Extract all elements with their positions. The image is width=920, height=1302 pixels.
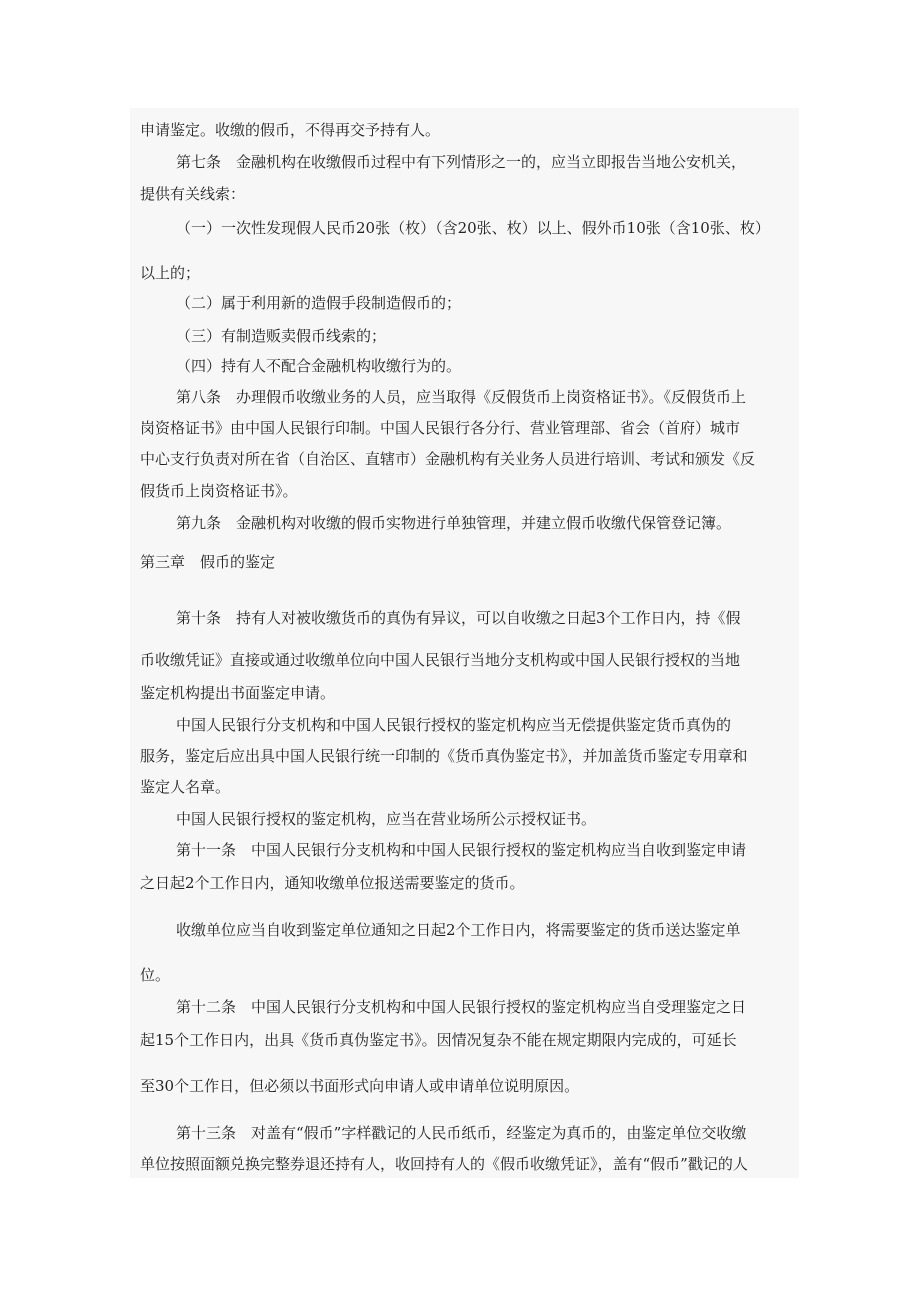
text-line: 岗资格证书》由中国人民银行印制。中国人民银行各分行、营业管理部、省会（首府）城市 (140, 419, 741, 437)
text-line: 申请鉴定。收缴的假币，不得再交予持有人。 (140, 121, 441, 139)
article-11-heading: 第十一条 中国人民银行分支机构和中国人民银行授权的鉴定机构应当自收到鉴定申请 (176, 841, 747, 859)
list-item: （四）持有人不配合金融机构收缴行为的。 (176, 357, 462, 375)
article-10-heading: 第十条 持有人对被收缴货币的真伪有异议，可以自收缴之日起3个工作日内，持《假 (176, 609, 741, 627)
list-item: （二）属于利用新的造假手段制造假币的； (176, 294, 462, 312)
list-item: （三）有制造贩卖假币线索的； (176, 327, 387, 345)
text-line: 鉴定人名章。 (140, 778, 231, 796)
text-line: 中国人民银行分支机构和中国人民银行授权的鉴定机构应当无偿提供鉴定货币真伪的 (176, 716, 732, 734)
text-line: 以上的； (140, 264, 201, 282)
text-line: 币收缴凭证》直接或通过收缴单位向中国人民银行当地分支机构或中国人民银行授权的当地 (140, 651, 741, 669)
text-line: 提供有关线索： (140, 185, 246, 203)
text-line: 收缴单位应当自收到鉴定单位通知之日起2个工作日内，将需要鉴定的货币送达鉴定单 (176, 921, 741, 939)
text-line: 服务，鉴定后应出具中国人民银行统一印制的《货币真伪鉴定书》，并加盖货币鉴定专用章和 (140, 747, 748, 765)
text-line: 位。 (140, 966, 171, 984)
article-12-heading: 第十二条 中国人民银行分支机构和中国人民银行授权的鉴定机构应当自受理鉴定之日 (176, 998, 747, 1016)
chapter-3-heading: 第三章 假币的鉴定 (140, 553, 276, 571)
text-line: 单位按照面额兑换完整券退还持有人，收回持有人的《假币收缴凭证》，盖有“假币”戳记的人 (140, 1155, 748, 1173)
list-item: （一）一次性发现假人民币20张（枚）（含20张、枚）以上、假外币10张（含10张、枚） (176, 219, 770, 237)
article-8-heading: 第八条 办理假币收缴业务的人员，应当取得《反假货币上岗资格证书》。《反假货币上 (176, 388, 747, 406)
text-line: 至30个工作日，但必须以书面形式向申请人或申请单位说明原因。 (140, 1077, 580, 1095)
text-line: 中心支行负责对所在省（自治区、直辖市）金融机构有关业务人员进行培训、考试和颁发《反 (140, 450, 756, 468)
article-7-heading: 第七条 金融机构在收缴假币过程中有下列情形之一的，应当立即报告当地公安机关， (176, 153, 747, 171)
text-line: 假货币上岗资格证书》。 (140, 482, 298, 500)
article-9-heading: 第九条 金融机构对收缴的假币实物进行单独管理，并建立假币收缴代保管登记簿。 (176, 514, 732, 532)
document-page (130, 108, 799, 1178)
article-13-heading: 第十三条 对盖有“假币”字样戳记的人民币纸币，经鉴定为真币的，由鉴定单位交收缴 (176, 1124, 747, 1142)
text-line: 鉴定机构提出书面鉴定申请。 (140, 684, 336, 702)
text-line: 之日起2个工作日内，通知收缴单位报送需要鉴定的货币。 (140, 874, 525, 892)
text-line: 中国人民银行授权的鉴定机构，应当在营业场所公示授权证书。 (176, 810, 597, 828)
text-line: 起15个工作日内，出具《货币真伪鉴定书》。因情况复杂不能在规定期限内完成的，可延长 (140, 1031, 737, 1049)
